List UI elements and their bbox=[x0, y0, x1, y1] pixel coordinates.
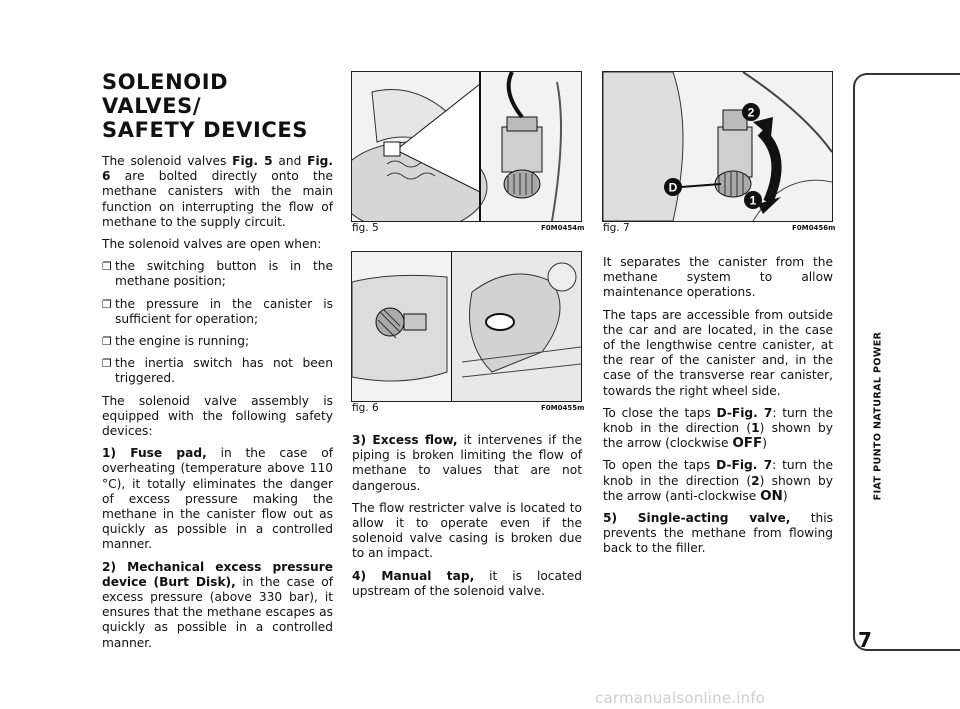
chapter-tab-label bbox=[868, 216, 888, 616]
fuse-pad-paragraph bbox=[102, 446, 333, 552]
excess-flow-paragraph bbox=[352, 433, 582, 494]
column-left bbox=[102, 70, 333, 658]
checkbox-bullet-icon: ❐ bbox=[102, 260, 112, 274]
section-title-line1: SOLENOID VALVES/ bbox=[102, 70, 229, 118]
figure-5-image bbox=[351, 71, 582, 222]
safety-devices-paragraph: The solenoid valve assembly is equipped with the following safety devices: bbox=[102, 393, 333, 439]
fig6-ref: Fig. 6 bbox=[102, 154, 333, 184]
figure-5-code: F0M0454m bbox=[541, 224, 585, 232]
text: it is located upstream of the solenoid valve. bbox=[352, 568, 582, 598]
direction-number: 2 bbox=[751, 473, 760, 488]
checkbox-bullet-icon: ❐ bbox=[102, 357, 112, 371]
open-taps-paragraph bbox=[603, 458, 833, 504]
bullet-item bbox=[102, 259, 333, 289]
off-word: OFF bbox=[732, 435, 763, 452]
item-heading: 2) Mechanical excess pressure device (Burt Disk), bbox=[102, 559, 333, 589]
text: in the case of overheating (temperature above 110 °C), it totally eliminates the danger of excess pressure making the methane in the canister flow out as quickly as possible in a controlled manner. bbox=[102, 446, 333, 552]
open-when-paragraph: The solenoid valves are open when: bbox=[102, 237, 322, 252]
canister-paragraph: It separates the canister from the methane system to allow maintenance operations. bbox=[603, 255, 833, 300]
section-title-line2: SAFETY DEVICES bbox=[102, 118, 309, 142]
flow-restricter-paragraph: The flow restricter valve is located to allow it to operate even if the solenoid valve casing is broken due to an impact. bbox=[352, 500, 582, 561]
label-2: 2 bbox=[747, 105, 755, 120]
text: To open the taps bbox=[603, 458, 717, 473]
intro-paragraph bbox=[102, 154, 333, 230]
page-number: 7 bbox=[858, 628, 872, 652]
on-word: ON bbox=[760, 487, 783, 504]
text: The solenoid valves bbox=[102, 154, 233, 168]
taps-location-paragraph: The taps are accessible from outside the car and are located, in the case of the lengthwise centre canister, at the rear of the canister and, in the case of the transverse rear canister, towards the right wheel side. bbox=[603, 307, 833, 398]
bullet-text: the switching button is in the methane position; bbox=[115, 259, 333, 289]
column-right bbox=[603, 255, 833, 564]
text: To close the taps bbox=[603, 405, 717, 420]
fig7-ref: D-Fig. 7 bbox=[716, 458, 773, 473]
text: ) shown by the arrow (anti-clockwise bbox=[603, 473, 833, 503]
item-heading: 4) Manual tap, bbox=[352, 568, 475, 583]
bullet-text: the pressure in the canister is sufficient for operation; bbox=[115, 296, 333, 326]
section-title bbox=[102, 70, 333, 142]
burst-disk-paragraph bbox=[102, 560, 333, 651]
bullet-item bbox=[102, 334, 333, 349]
chapter-tab-text: FIAT PUNTO NATURAL POWER bbox=[872, 331, 884, 501]
solenoid-valve-illustration bbox=[352, 72, 581, 221]
close-taps-paragraph bbox=[603, 406, 833, 452]
text: it intervenes if the piping is broken limiting the flow of methane to values that are not dangerous. bbox=[352, 433, 582, 493]
figure-7-image bbox=[602, 71, 833, 222]
figure-6-image bbox=[351, 251, 582, 402]
bullet-item bbox=[102, 356, 333, 386]
item-heading: 1) Fuse pad, bbox=[102, 446, 207, 461]
label-1: 1 bbox=[749, 193, 757, 208]
text: and bbox=[272, 154, 308, 168]
text: : turn the knob in the direction ( bbox=[603, 458, 834, 488]
tap-rotation-illustration bbox=[603, 72, 832, 221]
manual-tap-illustration bbox=[352, 252, 581, 401]
text: : turn the knob in the direction ( bbox=[603, 405, 833, 436]
bullet-item bbox=[102, 297, 333, 327]
label-d: D bbox=[668, 180, 678, 195]
figure-6-code: F0M0455m bbox=[541, 404, 585, 412]
watermark: carmanualsonline.info bbox=[595, 689, 766, 707]
text: are bolted directly onto the methane canisters with the main function on interrupting the flow of methane to the supply circuit. bbox=[102, 169, 333, 229]
bullet-text: the engine is running; bbox=[115, 334, 250, 349]
text: this prevents the methane from flowing back to the filler. bbox=[603, 511, 833, 556]
text: ) shown by the arrow (clockwise bbox=[603, 421, 833, 451]
checkbox-bullet-icon: ❐ bbox=[102, 297, 112, 311]
text: in the case of excess pressure (above 330 bar), it ensures that the methane escapes as quickly as possible in a controlled manner. bbox=[102, 574, 333, 650]
text: ) bbox=[762, 436, 768, 451]
single-acting-valve-paragraph bbox=[603, 511, 833, 557]
item-heading: 5) Single-acting valve, bbox=[603, 511, 791, 526]
fig7-ref: D-Fig. 7 bbox=[716, 405, 773, 420]
figure-6-caption: fig. 6 bbox=[352, 402, 379, 414]
figure-7-code: F0M0456m bbox=[792, 224, 836, 232]
figure-5-caption: fig. 5 bbox=[352, 222, 379, 234]
direction-number: 1 bbox=[751, 421, 760, 436]
manual-tap-paragraph bbox=[352, 569, 582, 599]
column-middle bbox=[352, 433, 582, 606]
figure-7-caption: fig. 7 bbox=[603, 222, 630, 234]
text: ) bbox=[782, 488, 788, 503]
checkbox-bullet-icon: ❐ bbox=[102, 335, 112, 349]
fig5-ref: Fig. 5 bbox=[232, 154, 273, 168]
item-heading: 3) Excess flow, bbox=[352, 433, 458, 447]
bullet-text: the inertia switch has not been triggered. bbox=[115, 356, 333, 386]
